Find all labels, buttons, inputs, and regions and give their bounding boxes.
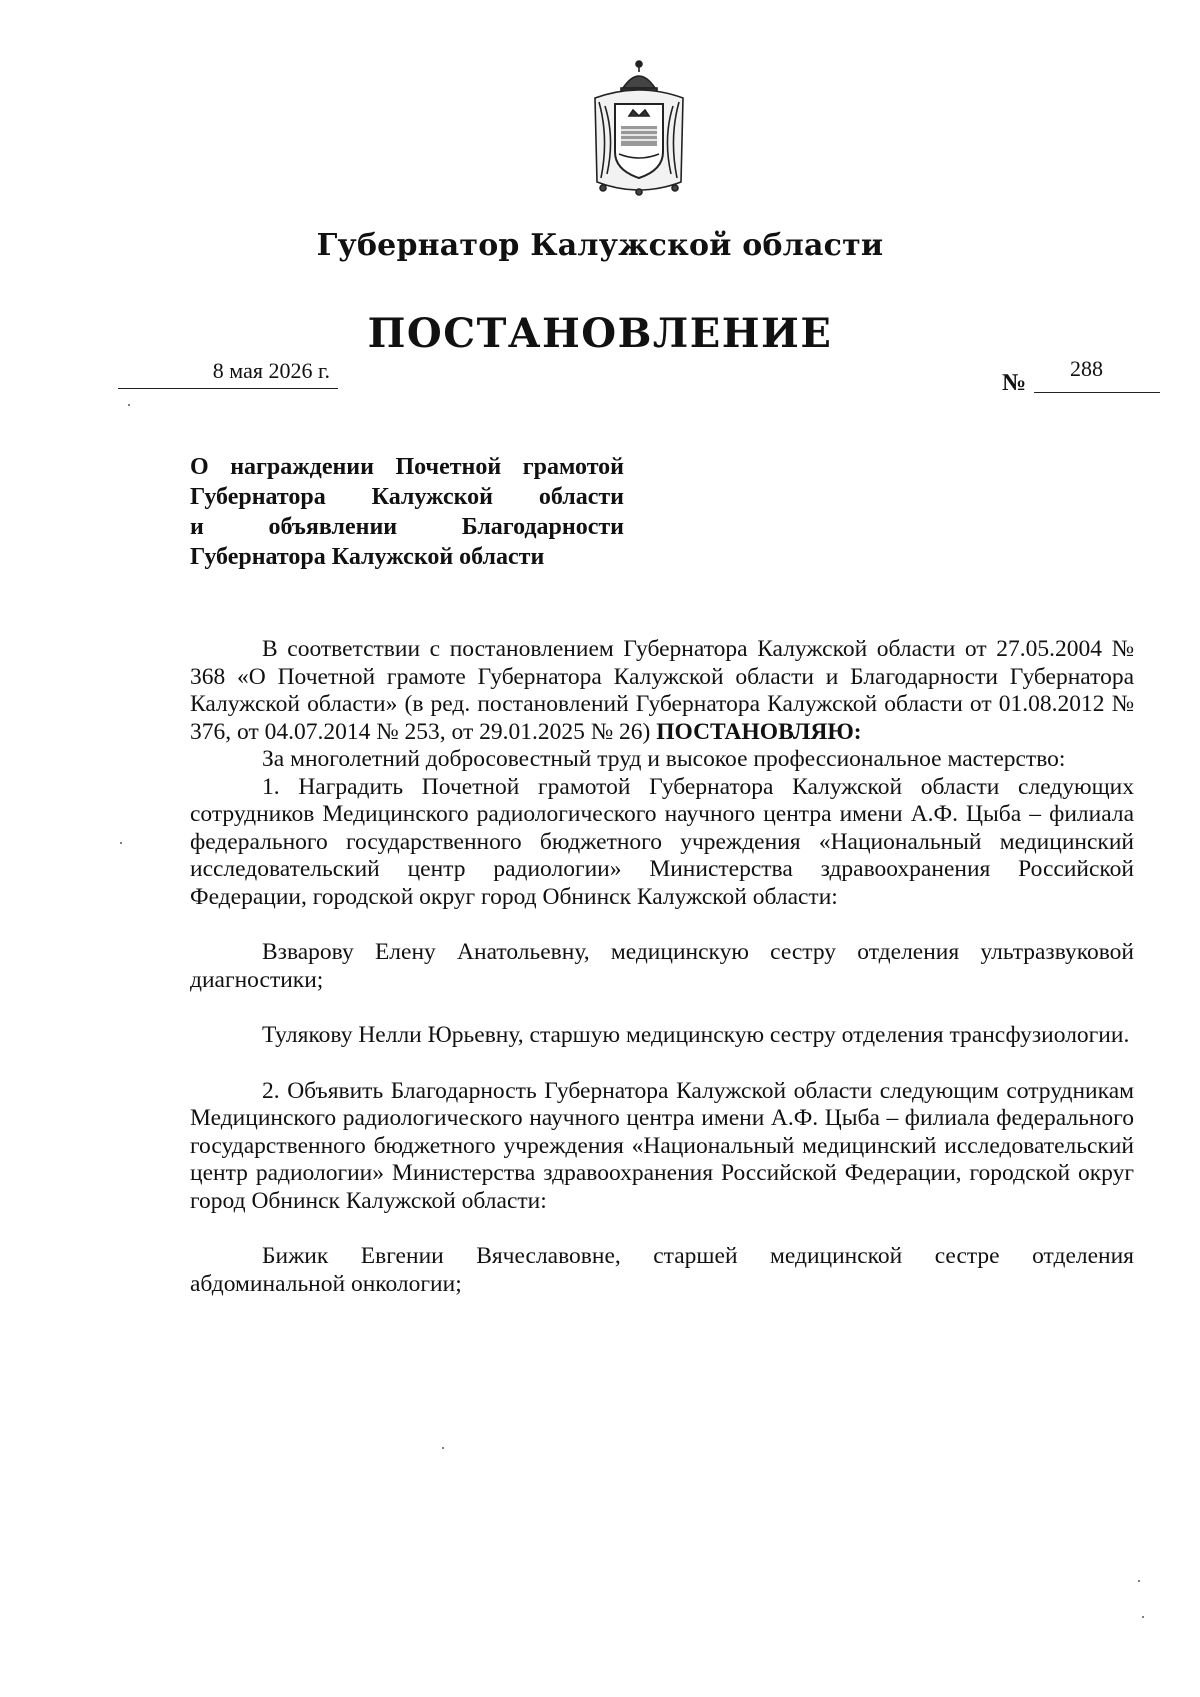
document-date: 8 мая 2026 г. (212, 358, 330, 383)
item-1-paragraph: 1. Наградить Почетной грамотой Губернатора Калужской области следующих сотрудников Медицинского радиологического научного центра имени А.Ф. Цыба – филиала федерального государственного бюджетного учреждения «Национальный медицинский исследовательский центр радиологии» Министерства здравоохранения Российской Федерации, городской округ город Обнинск Калужской области: (190, 773, 1134, 910)
preamble-text: В соответствии с постановлением Губернатора Калужской области от 27.05.2004 № 368 «О Почетной грамоте Губернатора Калужской области и Благодарности Губернатора Калужской области» (в ред. постановлений Губернатора Калужской области от 01.08.2012 № 376, от 04.07.2014 № 253, от 29.01.2025 № 26) (190, 636, 1134, 745)
scan-speck (120, 842, 122, 844)
subject-line: Губернатора Калужской области (190, 544, 545, 570)
number-underline (1034, 392, 1160, 393)
gratitude-person: Бижик Евгении Вячеславовне, старшей медицинской сестре отделения абдоминальной онкологии; (190, 1243, 1134, 1297)
scan-speck (442, 1447, 444, 1449)
scan-speck (1142, 1616, 1144, 1618)
document-type-title: ПОСТАНОВЛЕНИЕ (367, 310, 833, 357)
item-2-paragraph: 2. Объявить Благодарность Губернатора Калужской области следующим сотрудникам Медицинского радиологического научного центра имени А.Ф. Цыба – филиала федерального государственного бюджетного учреждения «Национальный медицинский исследовательский центр радиологии» Министерства здравоохранения Российской Федерации, городской округ город Обнинск Калужской области: (190, 1077, 1134, 1214)
resolve-word: ПОСТАНОВЛЯЮ: (656, 718, 862, 745)
subject-line: и объявлении Благодарности (190, 514, 624, 540)
organization-title: Губернатор Калужской области (316, 228, 884, 263)
date-underline (118, 388, 338, 389)
subject-line: О награждении Почетной грамотой (190, 454, 624, 480)
scan-speck (1138, 1580, 1140, 1582)
scan-speck (128, 404, 130, 406)
subject-line: Губернатора Калужской области (190, 484, 624, 510)
kaluga-coat-of-arms-icon (585, 58, 693, 198)
document-number: 288 (1070, 356, 1103, 381)
preamble-paragraph (190, 636, 1134, 746)
document-body (190, 636, 1134, 1298)
number-sign: № (1002, 370, 1027, 396)
reason-paragraph: За многолетний добросовестный труд и высокое профессиональное мастерство: (262, 746, 1066, 772)
award-person: Тулякову Нелли Юрьевну, старшую медицинскую сестру отделения трансфузиологии. (262, 1022, 1130, 1048)
document-subject (190, 452, 624, 572)
award-person: Взварову Елену Анатольевну, медицинскую сестру отделения ультразвуковой диагностики; (190, 939, 1134, 993)
